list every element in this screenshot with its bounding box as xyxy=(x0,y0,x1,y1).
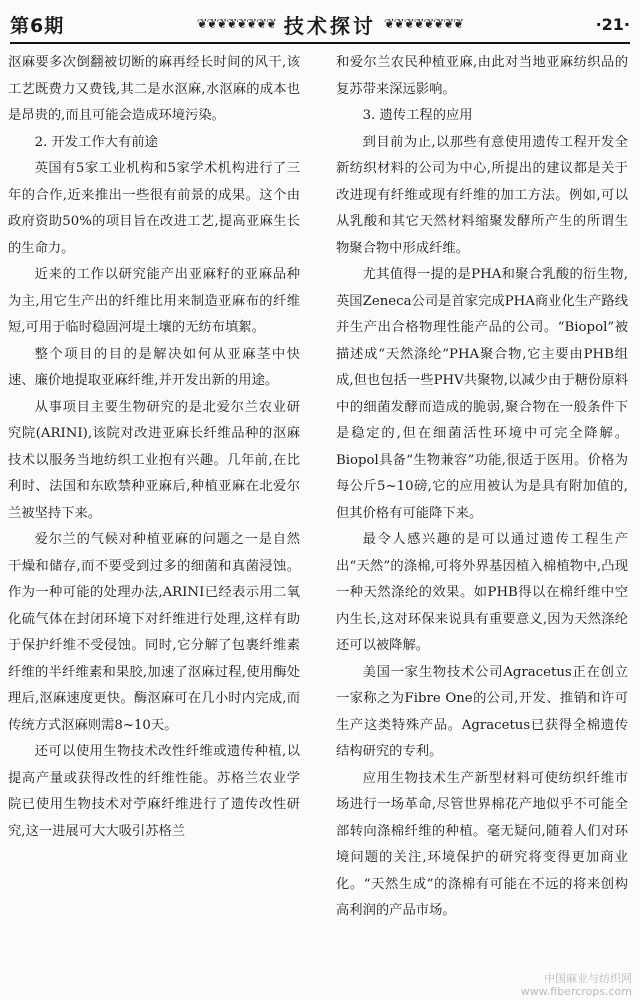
ornament-right-icon: ❦❦❦❦❦❦❦❦ xyxy=(383,16,464,32)
page-number: ·21· xyxy=(595,14,630,34)
subheading: 3. 遗传工程的应用 xyxy=(362,108,473,123)
paragraph: 应用生物技术生产新型材料可使纺织纤维市场进行一场革命,尽管世界棉花产地似乎不可能全部转向涤棉纤维的种植。毫无疑问,随着人们对环境问题的关注,环境保护的研究将变得更加商业化。“天然生成”的涤棉有可能在不远的将来创构高利润的产品市场。 xyxy=(336,770,628,918)
watermark xyxy=(521,972,632,998)
right-column xyxy=(336,50,628,925)
watermark-title: 中国麻业与纺织网 xyxy=(544,972,632,985)
paragraph: 近来的工作以研究能产出亚麻籽的亚麻品种为主,用它生产出的纤维比用来制造亚麻布的纤维短,可用于临时稳固河堤土壤的无纺布填絮。 xyxy=(8,267,300,335)
header-rule xyxy=(10,42,630,44)
paragraph: 最令人感兴趣的是可以通过遗传工程生产出“天然”的涤棉,可将外界基因植入棉植物中,凸现一种天然涤纶的效果。如PHB得以在棉纤维中空内生长,这对环保来说具有重要意义,因为天然涤纶还可以被降解。 xyxy=(336,532,628,653)
watermark-url: www.fibercrops.com xyxy=(520,985,632,998)
paragraph: 到目前为止,以那些有意使用遗传工程开发全新纺织材料的公司为中心,所提出的建议都是关于改进现有纤维或现有纤维的加工方法。例如,可以从乳酸和其它天然材料缩聚发酵所产生的所谓生物聚合物中形成纤维。 xyxy=(336,134,628,256)
left-column xyxy=(8,50,300,845)
ornament-left-icon: ❦❦❦❦❦❦❦❦ xyxy=(196,16,276,32)
paragraph: 还可以使用生物技术改性纤维或遗传种植,以提高产量或获得改性的纤维性能。苏格兰农业学院已使用生物技术对苧麻纤维进行了遗传改性研究,这一进展可大大吸引苏格兰 xyxy=(8,744,300,839)
paragraph: 尤其值得一提的是PHA和聚合乳酸的衍生物,英国Zeneca公司是首家完成PHA商业化生产路线并生产出合格物理性能产品的公司。“Biopol”被描述成“天然涤纶”PHA聚合物,它主要由PHB组成,但也包括一些PHV共聚物,以减少由于糖份原料中的细菌发酵而造成的脆弱,聚合物在一般条件下是稳定的,但在细菌活性环境中可完全降解。Biopol具备“生物兼容”功能,很适于医用。价格为每公斤5~10磅,它的应用被认为是具有附加值的,但其价格有可能降下来。 xyxy=(336,267,628,521)
issue-label: 第6期 xyxy=(10,14,65,37)
paragraph: 沤麻要多次倒翻被切断的麻再经长时间的风干,该工艺既费力又费钱,其二是水沤麻,水沤麻的成本也是昂贵的,而且可能会造成环境污染。 xyxy=(8,55,300,123)
section-title: 技术探讨 xyxy=(283,13,376,38)
paragraph: 和爱尔兰农民种植亚麻,由此对当地亚麻纺织品的复苏带来深远影响。 xyxy=(336,55,628,97)
paragraph: 美国一家生物技术公司Agracetus正在创立一家称之为Fibre One的公司,开发、推销和许可生产这类特殊产品。Agracetus已获得全棉遗传结构研究的专利。 xyxy=(336,664,628,759)
paragraph: 从事项目主要生物研究的是北爱尔兰农业研究院(ARINI),该院对改进亚麻长纤维品种的沤麻技术以服务当地纺织工业抱有兴趣。几年前,在比利时、法国和东欧禁种亚麻后,种植亚麻在北爱尔兰被坚持下来。 xyxy=(8,399,300,521)
page-header xyxy=(10,8,630,40)
paragraph: 爱尔兰的气候对种植亚麻的问题之一是自然干燥和储存,而不要受到过多的细菌和真菌浸蚀。作为一种可能的处理办法,ARINI已经表示用二氧化硫气体在封闭环境下对纤维进行处理,这样有助于保护纤维不受侵蚀。同时,它分解了包裹纤维素纤维的半纤维素和果胶,加速了沤麻过程,使用酶处理后,沤麻速度更快。酶沤麻可在几小时内完成,而传统方式沤麻则需8~10天。 xyxy=(8,532,300,733)
subheading: 2. 开发工作大有前途 xyxy=(34,134,158,150)
paragraph: 英国有5家工业机构和5家学术机构进行了三年的合作,近来推出一些很有前景的成果。这个由政府资助50%的项目旨在改进工艺,提高亚麻生长的生命力。 xyxy=(8,161,300,256)
paragraph: 整个项目的目的是解决如何从亚麻茎中快速、廉价地提取亚麻纤维,并开发出新的用途。 xyxy=(8,346,300,388)
section-banner xyxy=(197,10,463,39)
